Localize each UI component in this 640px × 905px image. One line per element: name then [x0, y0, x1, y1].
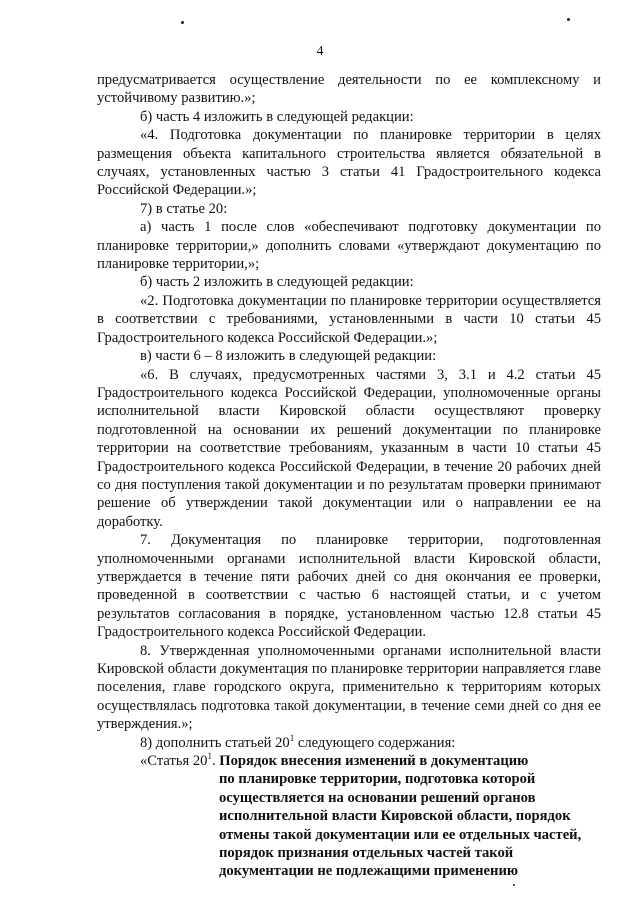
paragraph: б) часть 2 изложить в следующей редакции:	[140, 274, 414, 291]
article-title-continuation	[97, 770, 601, 880]
paragraph: 7) в статье 20:	[140, 200, 228, 217]
amendment-lead-text: 8) дополнить статьей 20	[140, 734, 290, 751]
paragraph: 8. Утвержденная уполномоченными органами исполнительной власти Кировской области документация по планировке территории направляется главе поселения, главе городского округа, применительно к территориям которых осуществлялась подготовка такой документации, в течение семи дней со дня ее утверждения.»;	[97, 642, 601, 733]
scan-speck	[513, 884, 515, 886]
paragraph: б) часть 4 изложить в следующей редакции:	[140, 108, 414, 125]
paragraph: а) часть 1 после слов «обеспечивают подготовку документации по планировке территории,» дополнить словами «утверждают документацию по планировке территории,»;	[97, 219, 601, 273]
superscript: 1	[207, 751, 212, 762]
article-title-line: отмены такой документации или ее отдельных частей,	[219, 826, 582, 843]
paragraph: «4. Подготовка документации по планировке территории в целях размещения объекта капитального строительства является обязательной в случаях, установленных частью 3 статьи 41 Градостроительного кодекса Российской Федерации.»;	[97, 127, 601, 199]
amendment-lead-text: следующего содержания:	[294, 734, 456, 751]
paragraph: «6. В случаях, предусмотренных частями 3, 3.1 и 4.2 статьи 45 Градостроительного кодекса Российской Федерации, уполномоченные органы исполнительной власти Кировской области осуществляют проверку подготовленной на основании их решений документации по планировке территории на соответствие требованиям, указанным в части 10 статьи 45 Градостроительного кодекса Российской Федерации, в течение 20 рабочих дней со дня поступления такой документации и по результатам проверки принимают решение об утверждении такой документации или о направлении ее на доработку.	[97, 366, 601, 530]
scan-speck	[567, 18, 570, 21]
article-title-line: документации не подлежащими применению	[219, 863, 519, 880]
paragraph: 7. Документация по планировке территории, подготовленная уполномоченными органами исполнительной власти Кировской области, утверждается в течение пяти рабочих дней со дня окончания ее проверки, проведенной в соответствии с частью 6 настоящей статьи, и с учетом результатов согласования в порядке, установленном частью 12.8 статьи 45 Градостроительного кодекса Российской Федерации.	[97, 532, 601, 641]
article-heading-first-line	[97, 752, 601, 770]
paragraph: предусматривается осуществление деятельности по ее комплексному и устойчивому развитию.»;	[97, 72, 601, 107]
article-title-line: порядок признания отдельных частей такой	[219, 845, 514, 862]
scan-speck	[181, 21, 184, 24]
superscript: 1	[289, 732, 295, 743]
amendment-lead	[97, 734, 601, 752]
paragraph: в) части 6 – 8 изложить в следующей редакции:	[140, 348, 437, 365]
paragraph: «2. Подготовка документации по планировке территории осуществляется в соответствии с требованиями, установленными в части 10 статьи 45 Градостроительного кодекса Российской Федерации.»;	[97, 292, 601, 346]
document-body	[97, 71, 601, 881]
article-prefix: .	[211, 753, 220, 770]
article-title-line: по планировке территории, подготовка которой	[219, 771, 536, 788]
article-heading	[97, 752, 601, 881]
page-number: 4	[316, 44, 324, 59]
article-title-line: осуществляется на основании решений органов	[219, 789, 536, 806]
article-prefix: «Статья 20	[140, 753, 208, 770]
article-title: Порядок внесения изменений в документацию	[219, 753, 529, 770]
article-title-line: исполнительной власти Кировской области, порядок	[219, 808, 571, 825]
